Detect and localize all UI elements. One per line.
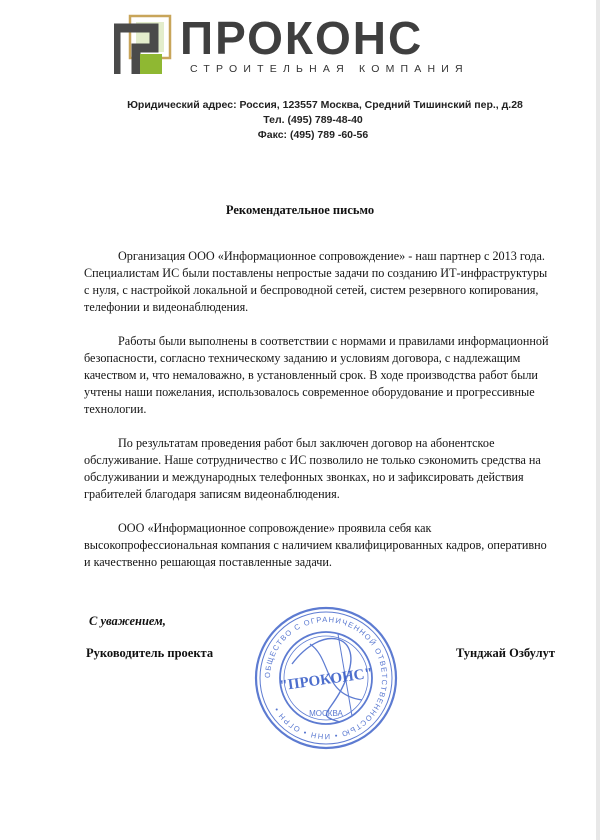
closing-phrase: С уважением, [89,614,166,628]
phone-number: Тел. (495) 789-48-40 [263,114,363,126]
brand-subtitle: СТРОИТЕЛЬНАЯ КОМПАНИЯ [190,63,469,75]
letter-body [84,248,554,588]
letter-title: Рекомендательное письмо [225,203,375,217]
brand-name: ПРОКОНС [180,12,424,64]
signer-name: Тунджай Озбулут [456,646,555,660]
seal-city-text: МОСКВА [309,709,343,718]
seal-center-text: "ПРОКОНС" [278,665,374,695]
company-seal-stamp [252,604,400,752]
company-logo-icon [114,14,172,76]
paragraph-2: Работы были выполнены в соответствии с нормами и правилами информационной безопасности, согласно техническому заданию и условиям договора, с надлежащим качеством и, что немаловажно, в установленный срок. В ходе производства работ были учтены наши пожелания, использовалось современное оборудование и прогрессивные технологии. [84,334,549,416]
company-contacts [0,98,600,143]
fax-number: Факс: (495) 789 -60-56 [257,129,369,141]
paragraph-4: ООО «Информационное сопровождение» проявила себя как высокопрофессиональная компания с наличием квалифицированных кадров, оперативно и качественно решающая поставленные задачи. [84,521,547,569]
svg-text:ОБЩЕСТВО С ОГРАНИЧЕННОЙ ОТВЕТС: ОБЩЕСТВО С ОГРАНИЧЕННОЙ ОТВЕТСТВЕННОСТЬЮ • ИНН • ОГРН • [262,614,390,742]
paragraph-1: Организация ООО «Информационное сопровождение» - наш партнер с 2013 года. Специалистам ИС были поставлены непростые задачи по созданию ИТ-инфраструктуры с нуля, с настройкой локальной и беспроводной сетей, систем резервного копирования, телефонии и видеонаблюдения. [84,249,548,314]
scan-edge [596,0,600,840]
paragraph-3: По результатам проведения работ был заключен договор на абонентское обслуживание. Наше сотрудничество с ИС позволило не только сэкономить средства на обслуживании и международных телефонных звонках, но и зафиксировать действия грабителей благодаря записям видеонаблюдения. [84,436,541,501]
legal-address: Юридический адрес: Россия, 123557 Москва, Средний Тишинский пер., д.28 [127,99,523,111]
signer-role: Руководитель проекта [86,646,214,660]
